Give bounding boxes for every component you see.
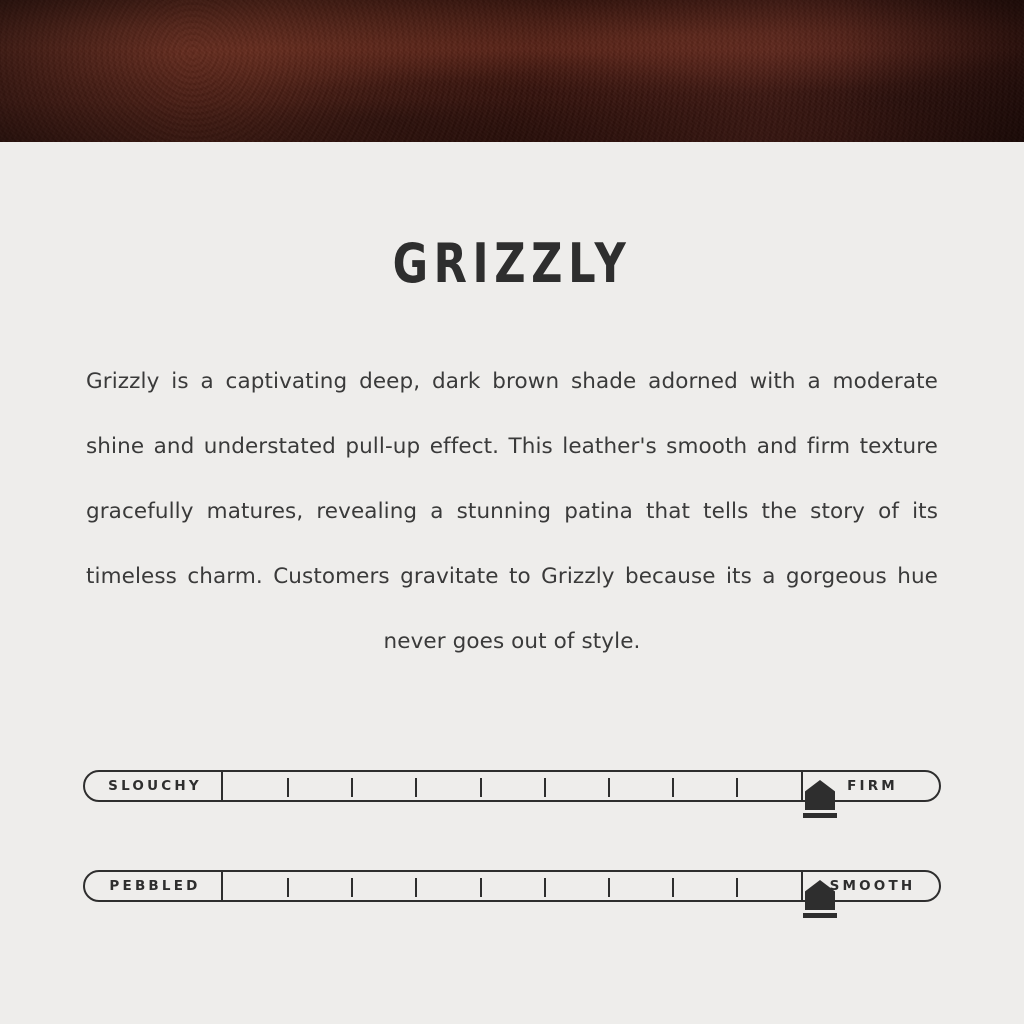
scale-tick xyxy=(672,878,674,897)
scale-tick xyxy=(287,778,289,797)
scale-tick xyxy=(415,878,417,897)
scale-tick xyxy=(287,878,289,897)
marker-bar xyxy=(803,913,837,918)
attribute-scales xyxy=(0,770,1024,946)
page-title: GRIZZLY xyxy=(392,232,632,295)
scale-tick xyxy=(351,778,353,797)
marker-pin-icon xyxy=(805,880,835,910)
scale-marker-structure[interactable] xyxy=(803,780,837,818)
scale-tick xyxy=(672,778,674,797)
scale-structure xyxy=(83,770,941,846)
scale-marker-texture[interactable] xyxy=(803,880,837,918)
marker-bar xyxy=(803,813,837,818)
scale-tick xyxy=(415,778,417,797)
scale-tick xyxy=(544,778,546,797)
leather-swatch-image xyxy=(0,0,1024,142)
scale-left-label: PEBBLED xyxy=(85,872,223,900)
scale-texture xyxy=(83,870,941,946)
scale-tick xyxy=(544,878,546,897)
scale-right-label: FIRM xyxy=(801,772,939,800)
marker-pin-icon xyxy=(805,780,835,810)
scale-tick xyxy=(736,878,738,897)
leather-vignette-overlay xyxy=(0,0,1024,142)
scale-right-label: SMOOTH xyxy=(801,872,939,900)
scale-tick xyxy=(480,878,482,897)
scale-tick xyxy=(480,778,482,797)
scale-ticks xyxy=(223,772,801,800)
scale-tick xyxy=(351,878,353,897)
scale-ticks xyxy=(223,872,801,900)
scale-left-label: SLOUCHY xyxy=(85,772,223,800)
description-text: Grizzly is a captivating deep, dark brown shade adorned with a moderate shine and understated pull-up effect. This leather's smooth and firm texture gracefully matures, revealing a stunning patina that tells the story of its timeless charm. Customers gravitate to Grizzly because its a gorgeous hue never goes out of style. xyxy=(86,369,938,654)
scale-tick xyxy=(608,878,610,897)
scale-tick xyxy=(736,778,738,797)
scale-tick xyxy=(608,778,610,797)
